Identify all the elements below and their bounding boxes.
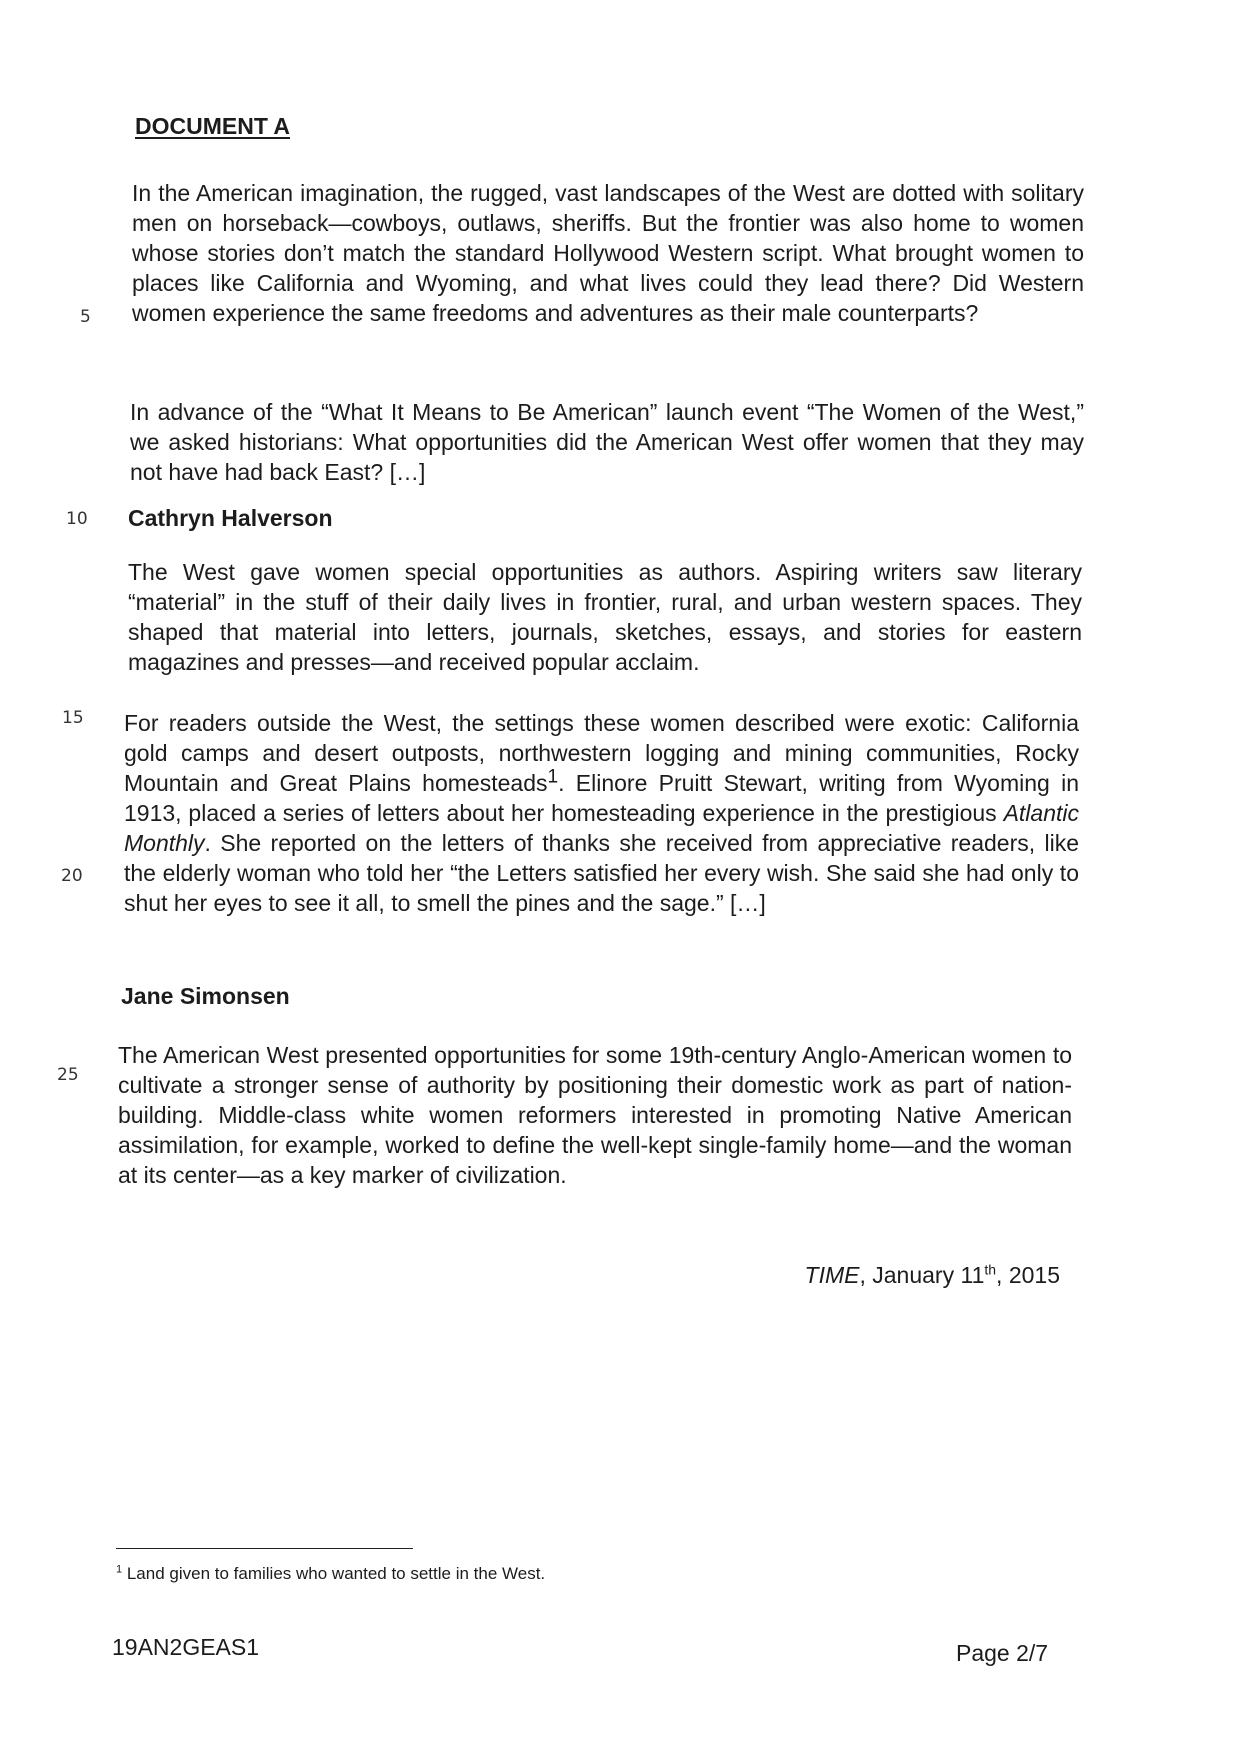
line-number-25: 25 xyxy=(57,1065,79,1085)
line-number-20: 20 xyxy=(61,866,83,886)
simonsen-paragraph-1: The American West presented opportunities for some 19th-century Anglo-American women to cultivate a stronger sense of authority by positioning their domestic work as part of nation-building. Middle-class white women reformers interested in promoting Native American assimilation, for example, worked to define the well-kept single-family home—and the woman at its center—as a key marker of civilization. xyxy=(118,1042,1072,1188)
line-number-15: 15 xyxy=(62,708,84,728)
source-date-ordinal: th xyxy=(984,1261,997,1278)
footnote xyxy=(116,1564,545,1584)
footnote-text: Land given to families who wanted to settle in the West. xyxy=(122,1564,546,1583)
line-number-10: 10 xyxy=(66,509,88,529)
document-heading: DOCUMENT A xyxy=(135,113,291,139)
intro-paragraph-1: In the American imagination, the rugged, vast landscapes of the West are dotted with solitary men on horseback—cowboys, outlaws, sheriffs. But the frontier was also home to women whose stories don’t match the standard Hollywood Western script. What brought women to places like California and Wyoming, and what lives could they lead there? Did Western women experience the same freedoms and adventures as their male counterparts? xyxy=(132,180,1084,326)
halverson-paragraph-2-part-c: . She reported on the letters of thanks she received from appreciative readers, like the elderly woman who told her “the Letters satisfied her every wish. She said she had only to shut her eyes to see it all, to smell the pines and the sage.” […] xyxy=(124,830,1079,916)
footnote-reference: 1 xyxy=(547,766,559,788)
intro-paragraph-2: In advance of the “What It Means to Be American” launch event “The Women of the West,” we asked historians: What opportunities did the American West offer women that they may not have had back East? […] xyxy=(130,399,1084,485)
halverson-paragraph-2-part-a: For readers outside the West, the settings these women described were exotic: California gold camps and desert outposts, northwestern logging and mining communities, Rocky Mountain and Great Plains homesteads xyxy=(124,710,1079,796)
subheading-halverson: Cathryn Halverson xyxy=(128,505,333,531)
line-number-5: 5 xyxy=(80,307,91,327)
source-citation xyxy=(805,1262,1060,1289)
halverson-paragraph-2 xyxy=(124,708,1079,918)
footnote-divider xyxy=(116,1548,413,1549)
halverson-paragraph-1: The West gave women special opportunities as authors. Aspiring writers saw literary “material” in the stuff of their daily lives in frontier, rural, and urban western spaces. They shaped that material into letters, journals, sketches, essays, and stories for eastern magazines and presses—and received popular acclaim. xyxy=(128,559,1082,675)
halverson-paragraph-2-part-b: . Elinore Pruitt Stewart, writing from Wyoming in 1913, placed a series of letters about her homesteading experience in the prestigious xyxy=(124,770,1079,826)
source-publication: TIME xyxy=(804,1262,860,1288)
subheading-simonsen: Jane Simonsen xyxy=(121,983,290,1009)
publication-title-italic: Atlantic Monthly xyxy=(124,800,1079,856)
document-code: 19AN2GEAS1 xyxy=(112,1634,260,1660)
source-date-part-2: , 2015 xyxy=(996,1262,1060,1288)
source-date-part-1: , January 11 xyxy=(859,1262,985,1288)
page-number: Page 2/7 xyxy=(956,1640,1049,1666)
footnote-marker: 1 xyxy=(116,1563,123,1576)
